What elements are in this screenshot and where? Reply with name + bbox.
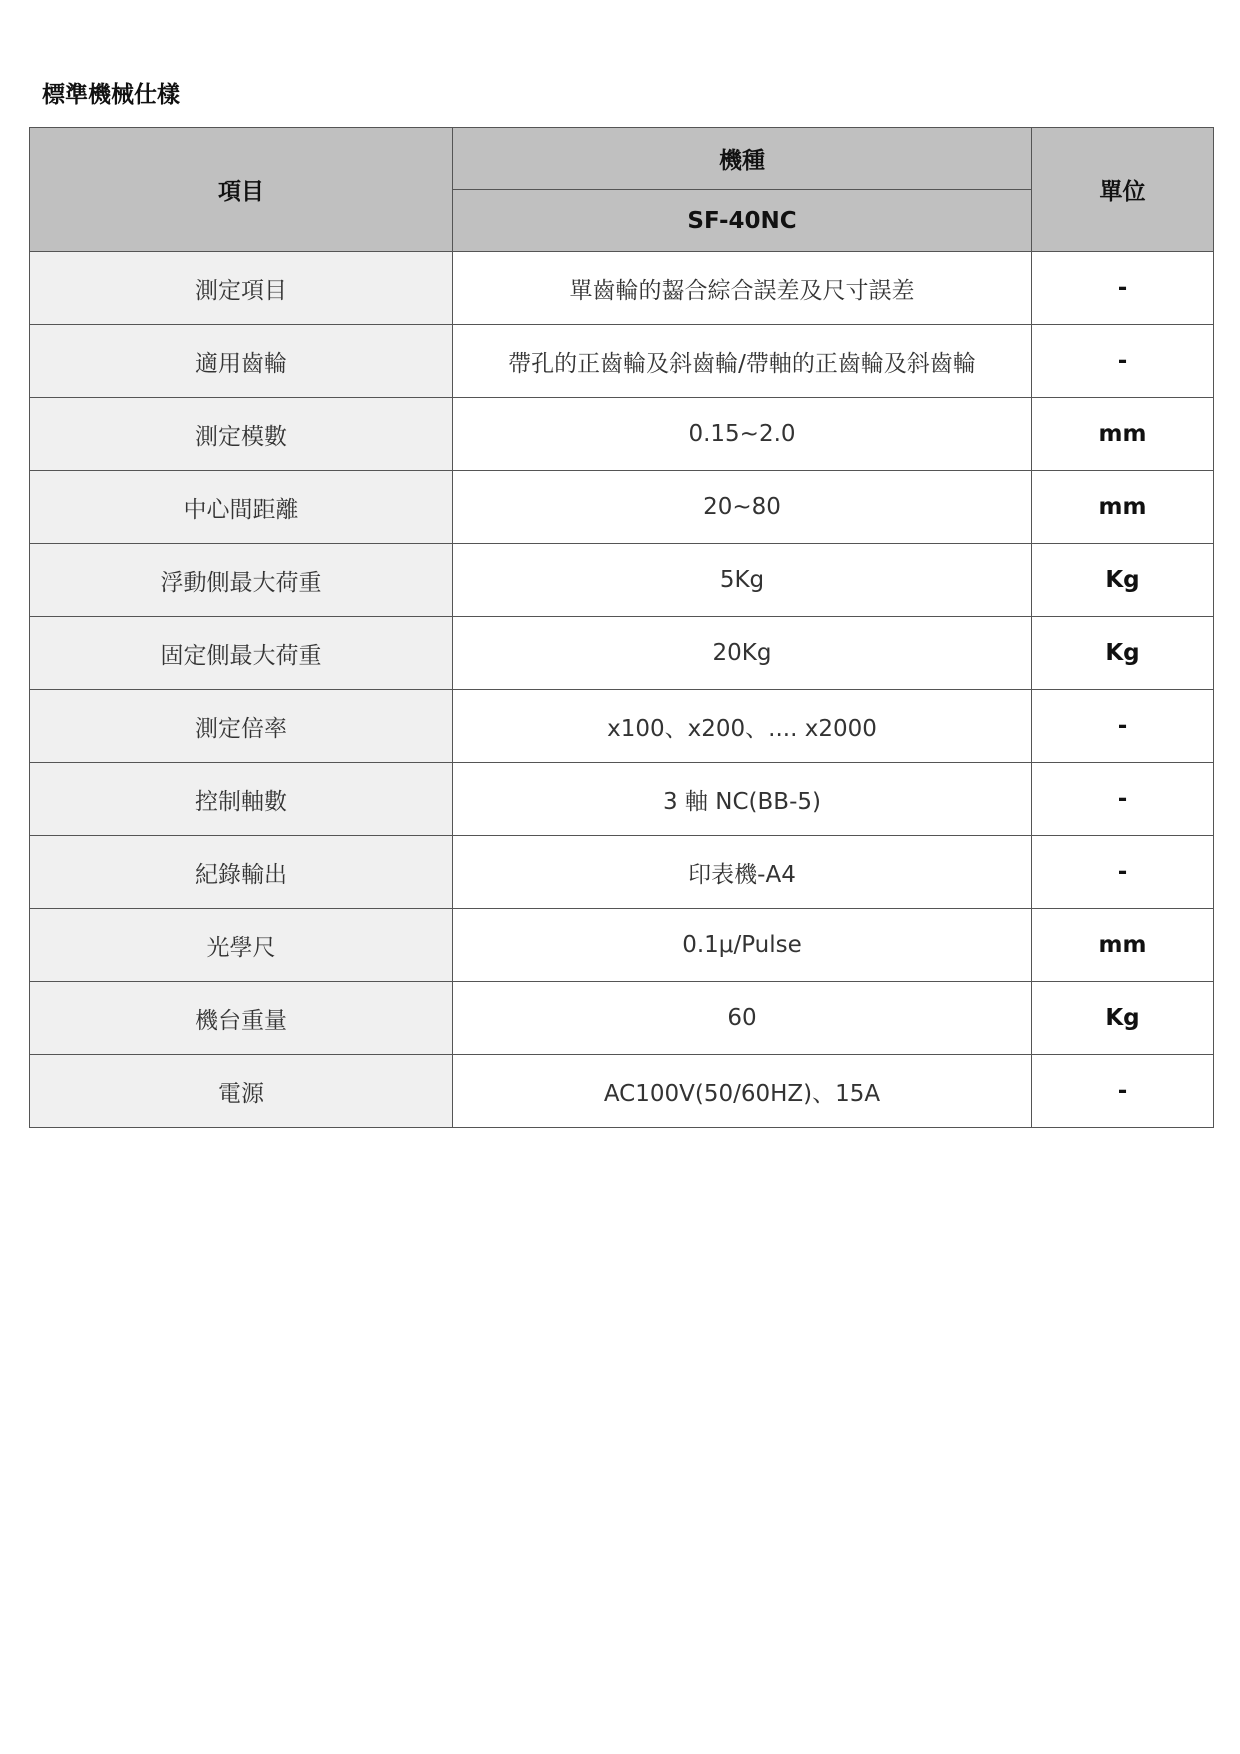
row-value: 印表機-A4: [453, 836, 1032, 909]
table-row: [30, 325, 1214, 398]
table-row: [30, 982, 1214, 1055]
row-value: 5Kg: [453, 544, 1032, 617]
row-value: x100、x200、.... x2000: [453, 690, 1032, 763]
row-unit: -: [1032, 763, 1214, 836]
row-item: 浮動側最大荷重: [30, 544, 453, 617]
row-item: 測定模數: [30, 398, 453, 471]
row-item: 電源: [30, 1055, 453, 1128]
header-model: 機種: [453, 128, 1032, 190]
row-unit: Kg: [1032, 617, 1214, 690]
row-unit: mm: [1032, 471, 1214, 544]
spec-table: [29, 127, 1214, 1128]
row-value: 20Kg: [453, 617, 1032, 690]
row-item: 控制軸數: [30, 763, 453, 836]
row-unit: Kg: [1032, 982, 1214, 1055]
row-unit: -: [1032, 1055, 1214, 1128]
row-item: 機台重量: [30, 982, 453, 1055]
table-row: [30, 617, 1214, 690]
row-unit: -: [1032, 836, 1214, 909]
row-value: 0.15~2.0: [453, 398, 1032, 471]
row-item: 光學尺: [30, 909, 453, 982]
table-row: [30, 909, 1214, 982]
row-item: 中心間距離: [30, 471, 453, 544]
table-row: [30, 398, 1214, 471]
row-unit: Kg: [1032, 544, 1214, 617]
row-value: 單齒輪的齧合綜合誤差及尺寸誤差: [453, 252, 1032, 325]
row-item: 固定側最大荷重: [30, 617, 453, 690]
table-row: [30, 1055, 1214, 1128]
table-row: [30, 252, 1214, 325]
row-unit: mm: [1032, 909, 1214, 982]
header-item: 項目: [30, 128, 453, 252]
row-unit: mm: [1032, 398, 1214, 471]
table-row: [30, 836, 1214, 909]
row-unit: -: [1032, 325, 1214, 398]
header-unit: 單位: [1032, 128, 1214, 252]
row-value: 帶孔的正齒輪及斜齒輪/帶軸的正齒輪及斜齒輪: [453, 325, 1032, 398]
row-item: 測定項目: [30, 252, 453, 325]
page-title: 標準機械仕樣: [42, 82, 180, 108]
row-value: 20~80: [453, 471, 1032, 544]
table-row: [30, 690, 1214, 763]
row-value: 3 軸 NC(BB-5): [453, 763, 1032, 836]
row-value: 60: [453, 982, 1032, 1055]
header-model-name: SF-40NC: [453, 190, 1032, 252]
row-unit: -: [1032, 690, 1214, 763]
table-row: [30, 544, 1214, 617]
row-item: 紀錄輸出: [30, 836, 453, 909]
row-unit: -: [1032, 252, 1214, 325]
row-value: AC100V(50/60HZ)、15A: [453, 1055, 1032, 1128]
row-item: 測定倍率: [30, 690, 453, 763]
table-row: [30, 471, 1214, 544]
row-item: 適用齒輪: [30, 325, 453, 398]
table-row: [30, 763, 1214, 836]
row-value: 0.1μ/Pulse: [453, 909, 1032, 982]
